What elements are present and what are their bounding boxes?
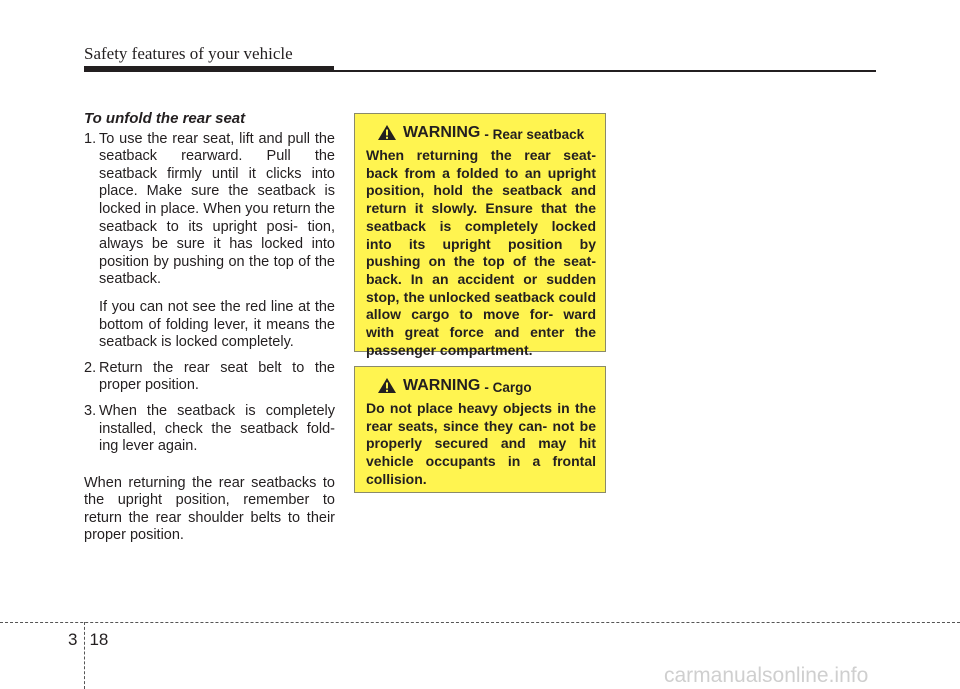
instructions-column bbox=[84, 110, 335, 545]
page-number-value: 18 bbox=[89, 630, 109, 649]
warning-box-rear-seatback bbox=[354, 113, 606, 358]
step-number: 2. bbox=[84, 359, 97, 376]
page-header-title: Safety features of your vehicle bbox=[84, 44, 293, 63]
step-number: 1. bbox=[84, 130, 97, 147]
header-rule-thin bbox=[334, 70, 876, 72]
warning-box-cargo bbox=[354, 366, 606, 493]
step-text: When the seatback is completely installed, check the seatback fold- ing lever again. bbox=[99, 402, 335, 455]
step-text: To use the rear seat, lift and pull the seatback rearward. Pull the seatback firmly until it clicks into place. Make sure the seatback is locked in place. When you return the seatback to its upright posi- tion, always be sure it has locked into position by pushing on the top of the seatback. bbox=[99, 130, 335, 288]
page-number bbox=[68, 630, 108, 650]
warning-heading bbox=[366, 124, 596, 142]
watermark-text: carmanualsonline.info bbox=[664, 664, 869, 687]
closing-paragraph: When returning the rear seatbacks to the upright position, remember to return the rear shoulder belts to their proper position. bbox=[84, 474, 335, 544]
warning-triangle-icon bbox=[377, 377, 397, 394]
warning-subtitle: - Rear seatback bbox=[484, 127, 585, 142]
warning-body: Do not place heavy objects in the rear seats, since they can- not be properly secured and may hit vehicle occupants in a frontal collision. bbox=[366, 400, 596, 487]
step-item bbox=[84, 360, 335, 395]
warning-heading bbox=[366, 377, 596, 395]
steps-list bbox=[84, 131, 335, 456]
step-item bbox=[84, 403, 335, 456]
warning-label: WARNING bbox=[403, 124, 481, 141]
warning-triangle-icon bbox=[377, 124, 397, 141]
section-title: To unfold the rear seat bbox=[84, 110, 246, 127]
header-rule-thick bbox=[84, 66, 334, 72]
step-number: 3. bbox=[84, 402, 97, 419]
step-text: Return the rear seat belt to the proper position. bbox=[99, 359, 335, 394]
warning-body: When returning the rear seat- back from a folded to an upright position, hold the seatback and return it slowly. Ensure that the seatback is completely locked into its upright position by pushing on the top of the seat- back. In an accident or sudden stop, the unlocked seatback could allow cargo to move for- ward with great force and enter the passenger compartment. bbox=[366, 147, 596, 358]
step-item bbox=[84, 131, 335, 352]
step-note: If you can not see the red line at the bottom of folding lever, it means the seatback is locked completely. bbox=[99, 298, 335, 351]
warning-subtitle: - Cargo bbox=[484, 380, 532, 395]
section-number: 3 bbox=[68, 630, 78, 649]
footer-rule bbox=[0, 622, 960, 623]
warning-label: WARNING bbox=[403, 377, 481, 394]
